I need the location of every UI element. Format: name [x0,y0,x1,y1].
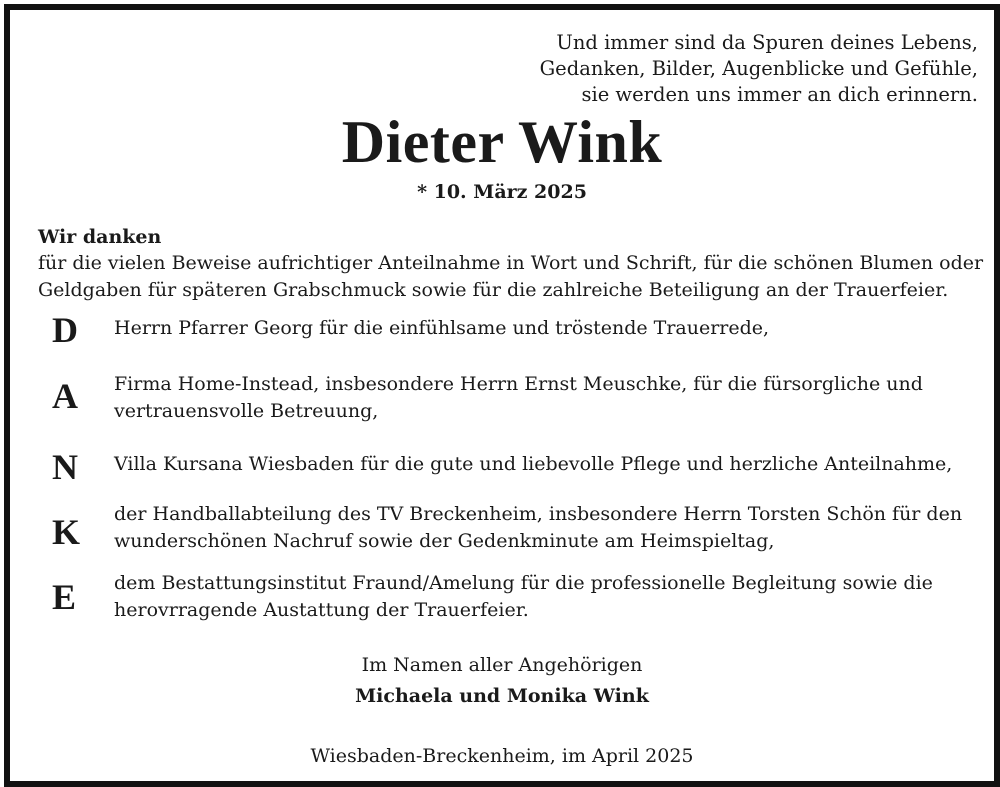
danke-entry-k [114,501,984,555]
obituary-notice [4,4,1000,787]
danke-entry-d [114,315,984,342]
poem-line: Gedanken, Bilder, Augenblicke und Gefühle, [539,57,978,80]
deceased-name: Dieter Wink [341,109,663,175]
family-names: Michaela und Monika Wink [355,685,649,707]
birth-date: * 10. März 2025 [417,181,587,203]
danke-letter-a: A [52,376,78,416]
entry-line: Villa Kursana Wiesbaden für die gute und liebevolle Pflege und herzliche Anteilnahme, [114,453,953,475]
entry-line: dem Bestattungsinstitut Fraund/Amelung für die professionelle Begleitung sowie die [114,572,933,594]
danke-entry-n [114,451,984,478]
place-date: Wiesbaden-Breckenheim, im April 2025 [310,745,694,767]
entry-line: Herrn Pfarrer Georg für die einfühlsame und tröstende Trauerrede, [114,317,770,339]
entry-line: herovrragende Austattung der Trauerfeier. [114,599,529,621]
danke-entry-e [114,570,984,624]
thanks-text [38,250,983,304]
entry-line: vertrauensvolle Betreuung, [114,400,379,422]
danke-letter-k: K [52,512,81,552]
danke-letter-d: D [52,310,78,350]
entry-line: der Handballabteilung des TV Breckenheim, insbesondere Herrn Torsten Schön für den [114,503,963,525]
thanks-heading: Wir danken [38,226,162,248]
danke-letter-e: E [52,577,77,617]
thanks-line: Geldgaben für späteren Grabschmuck sowie für die zahlreiche Beteiligung an der Trauerfeier. [38,279,949,301]
entry-line: Firma Home-Instead, insbesondere Herrn Ernst Meuschke, für die fürsorgliche und [114,373,923,395]
thanks-line: für die vielen Beweise aufrichtiger Anteilnahme in Wort und Schrift, für die schönen Blumen oder [38,252,984,274]
poem-line: Und immer sind da Spuren deines Lebens, [556,31,978,54]
memorial-poem [540,30,978,108]
danke-entry-a [114,371,984,425]
on-behalf-line: Im Namen aller Angehörigen [361,654,643,676]
poem-line: sie werden uns immer an dich erinnern. [581,83,978,106]
danke-letter-n: N [52,447,78,487]
entry-line: wunderschönen Nachruf sowie der Gedenkminute am Heimspieltag, [114,530,775,552]
